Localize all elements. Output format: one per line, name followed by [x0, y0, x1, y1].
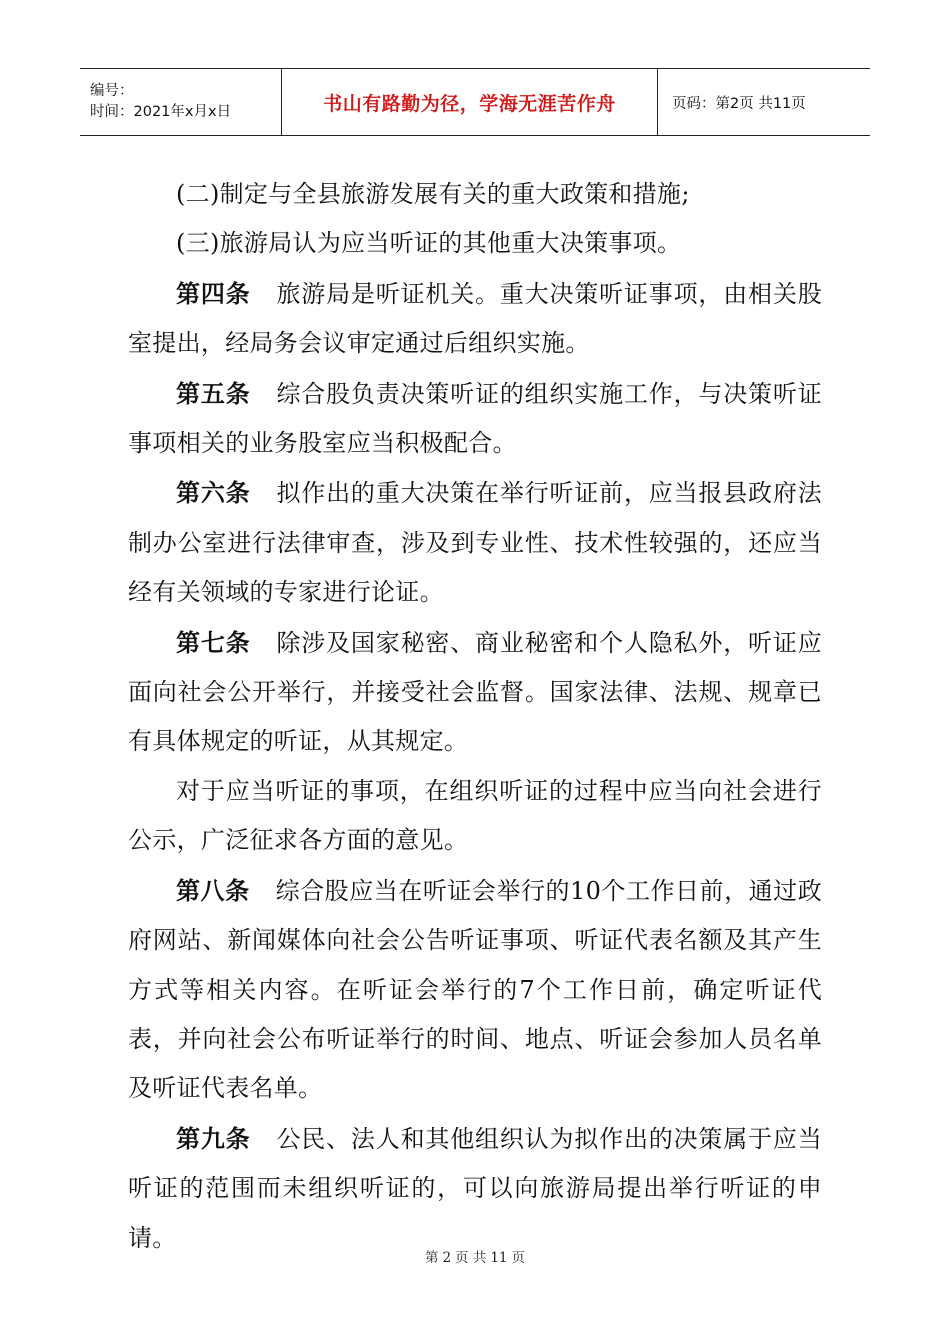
- header-motto-cell: [282, 69, 658, 135]
- page-footer: [0, 1246, 950, 1266]
- document-body: [128, 170, 822, 1263]
- paragraph-item-2: (二)制定与全县旅游发展有关的重大政策和措施;: [176, 180, 690, 208]
- article-8-title: 第八条: [176, 875, 250, 905]
- header-page-info: [658, 69, 870, 135]
- article-6-text: 拟作出的重大决策在举行听证前，应当报县政府法制办公室进行法律审查，涉及到专业性、技术性较强的，还应当经有关领域的专家进行论证。: [128, 479, 822, 607]
- document-number-label: 编号：: [90, 83, 134, 99]
- footer-prefix: 第: [424, 1250, 439, 1266]
- article-6: [128, 468, 822, 617]
- paragraph-item-3: (三)旅游局认为应当听证的其他重大决策事项。: [176, 229, 682, 258]
- article-4-title: 第四条: [176, 278, 251, 308]
- article-8-text: 综合股应当在听证会举行的10个工作日前，通过政府网站、新闻媒体向社会公告听证事项、听证代表名额及其产生方式等相关内容。在听证会举行的7个工作日前，确定听证代表，并向社会公布听证举行的时间、地点、听证会参加人员名单及听证代表名单。: [128, 876, 822, 1103]
- page-count-label: 页码：第2页 共11页: [672, 95, 806, 112]
- article-6-title: 第六条: [176, 478, 251, 508]
- header-motto: 书山有路勤为径，学海无涯苦作舟: [323, 92, 616, 115]
- document-date: 时间：2021年x月x日: [90, 104, 232, 120]
- article-7-title: 第七条: [176, 627, 251, 657]
- article-9: [128, 1114, 822, 1263]
- article-9-text: 公民、法人和其他组织认为拟作出的决策属于应当听证的范围而未组织听证的，可以向旅游局提出举行听证的申请。: [128, 1124, 822, 1252]
- article-4: [128, 269, 822, 369]
- article-5: [128, 369, 822, 469]
- article-5-title: 第五条: [176, 378, 251, 408]
- footer-total-pages: 11: [490, 1250, 508, 1266]
- article-7: [128, 618, 822, 767]
- article-9-title: 第九条: [176, 1123, 251, 1153]
- footer-page-number: 2: [442, 1250, 452, 1266]
- article-4-text: 旅游局是听证机关。重大决策听证事项，由相关股室提出，经局务会议审定通过后组织实施。: [128, 279, 822, 358]
- page-header: [80, 68, 870, 136]
- article-7-text: 除涉及国家秘密、商业秘密和个人隐私外，听证应面向社会公开举行，并接受社会监督。国家法律、法规、规章已有具体规定的听证，从其规定。: [128, 628, 822, 756]
- article-5-text: 综合股负责决策听证的组织实施工作，与决策听证事项相关的业务股室应当积极配合。: [128, 379, 822, 458]
- header-meta: [80, 69, 282, 135]
- footer-mid: 页 共: [455, 1250, 487, 1266]
- article-8: [128, 866, 822, 1114]
- article-7-supplement: 对于应当听证的事项，在组织听证的过程中应当向社会进行公示，广泛征求各方面的意见。: [128, 776, 822, 855]
- footer-suffix: 页: [511, 1250, 526, 1266]
